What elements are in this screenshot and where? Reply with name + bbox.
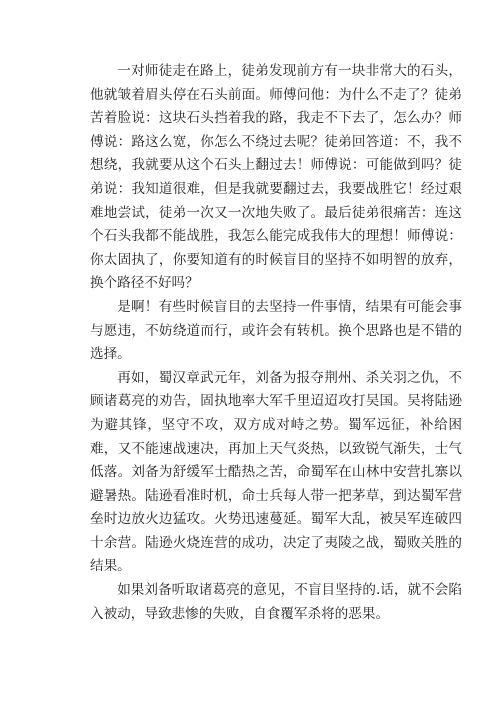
paragraph-conclusion: 如果刘备听取诸葛亮的意见，不盲目坚持的.话，就不会陷入被动，导致悲惨的失败，自食覆军杀将的恶果。 [90,582,462,622]
paragraph-reflection: 是啊！有些时候盲目的去坚持一件事情，结果有可能会事与愿违，不妨绕道而行，或许会有转机。换个思路也是不错的选择。 [90,298,462,363]
article-body [90,60,462,626]
paragraph-example: 再如，蜀汉章武元年，刘备为报夺荆州、杀关羽之仇，不顾诸葛亮的劝告，固执地率大军千里迢迢攻打吴国。吴将陆逊为避其锋，坚守不攻，双方成对峙之势。蜀军远征，补给困难，又不能速战速决，再加上天气炎热，以致锐气渐失，士气低落。刘备为舒缓军士酷热之苦，命蜀军在山林中安营扎寨以避暑热。陆逊看准时机，命士兵每人带一把茅草，到达蜀军营垒时边放火边猛攻。火势迅速蔓延。蜀军大乱，被吴军连破四十余营。陆逊火烧连营的成功，决定了夷陵之战，蜀败关胜的结果。 [90,369,462,575]
paragraph-story: 一对师徒走在路上，徒弟发现前方有一块非常大的石头，他就皱着眉头停在石头前面。师傅问他：为什么不走了？徒弟苦着脸说：这块石头挡着我的路，我走不下去了，怎么办？师傅说：路这么宽，你怎么不绕过去呢？徒弟回答道：不，我不想绕，我就要从这个石头上翻过去！师傅说：可能做到吗？徒弟说：我知道很难，但是我就要翻过去，我要战胜它！经过艰难地尝试，徒弟一次又一次地失败了。最后徒弟很痛苦：连这个石头我都不能战胜，我怎么能完成我伟大的理想！师傅说：你太固执了，你要知道有的时候盲目的坚持不如明智的放弃，换个路径不好吗？ [90,63,462,292]
